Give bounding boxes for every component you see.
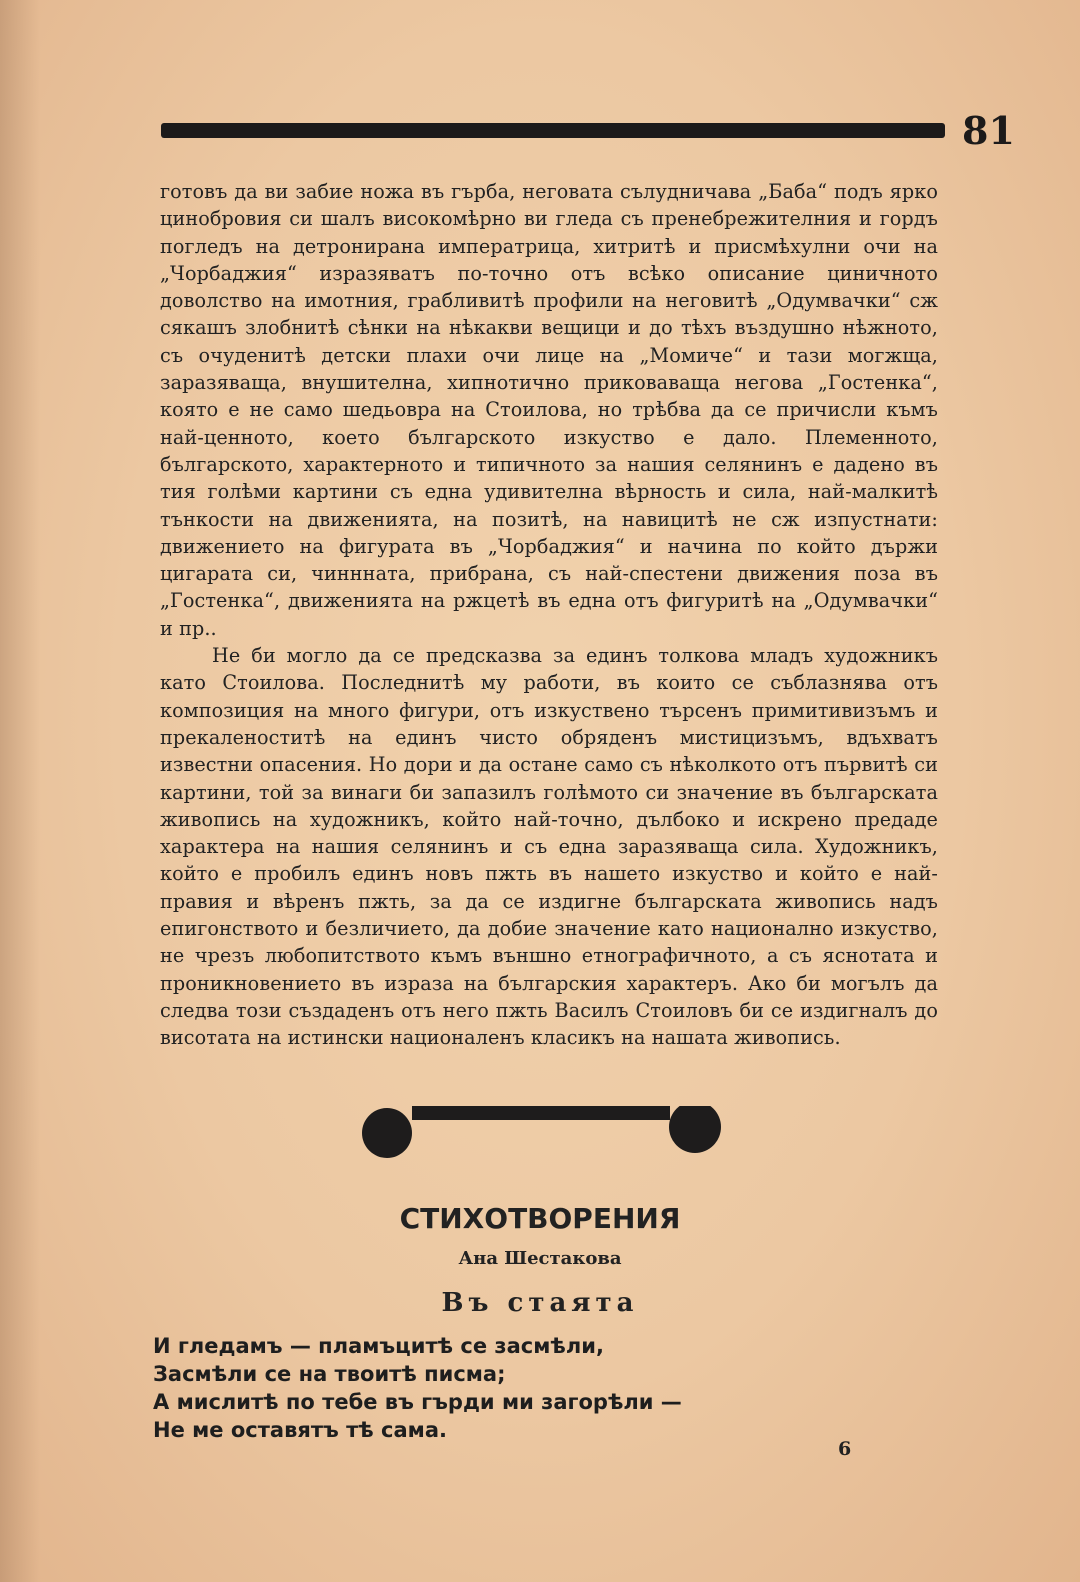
page-number: 81 <box>962 108 1015 153</box>
poem-title: Въ стаята <box>441 1288 639 1318</box>
printer-signature-mark: 6 <box>838 1438 852 1460</box>
poem-stanza <box>153 1332 853 1444</box>
article-body <box>160 178 938 1052</box>
page-shadow <box>0 0 40 1582</box>
paragraph-2 <box>160 642 938 1051</box>
poem-line: Не ме оставятъ тѣ сама. <box>153 1418 447 1442</box>
section-title: СТИХОТВОРЕНИЯ <box>399 1202 681 1235</box>
paragraph-2-text: Не би могло да се предсказва за единъ толкова младъ художникъ като Стоилова. Последнитѣ му работи, въ които се съблазнява отъ композиция на много фигури, отъ изкуствено търсенъ примитивизъмъ и прекаленоститѣ на единъ чисто обряденъ мистицизъмъ, вдъхватъ известни опасения. Но дори и да остане само съ нѣколкото отъ първитѣ си картини, той за винаги би запазилъ голѣмото си значение въ българската живопись на художникъ, който най-точно, дълбоко и искрено предаде характера на нашия селянинъ и съ една заразяваща сила. Художникъ, който е пробилъ единъ новъ пжть въ нашето изкуство и който е най-правия и вѣренъ пжть, за да се издигне българската живопись надъ епигонството и безличието, да добие значение като национално изкуство, не чрезъ любопитството къмъ външно етнографичното, а съ яснотата и проникновението въ израза на българския характеръ. Ако би могълъ да следва този създаденъ отъ него пжть Василъ Стоиловъ би се издигналъ до висотата на истински националенъ класикъ на нашата живопись. <box>160 644 938 1050</box>
paragraph-1: готовъ да ви забие ножа въ гърба, неговата сълудничава „Баба“ подъ ярко цинобровия си шалъ високомѣрно ви гледа съ пренебрежителния и гордъ погледъ на детронирана императрица, хитритѣ и присмѣхулни очи на „Чорбаджия“ изразяватъ по-точно отъ всѣко описание циничното доволство на имотния, грабливитѣ профили на неговитѣ „Одумвачки“ сж сякашъ злобнитѣ сѣнки на нѣкакви вещици и до тѣхъ въздушно нѣжното, съ очуденитѣ детски плахи очи лице на „Момиче“ и тази могжща, заразяваща, внушителна, хипнотично приковаваща негова „Гостенка“, която е не само шедьовра на Стоилова, но трѣбва да се причисли къмъ най-ценното, което българското изкуство е дало. Племенното, българското, характерното и типичното за нашия селянинъ е дадено въ тия голѣми картини съ една удивителна вѣрность и сила, най-малкитѣ тънкости на движенията, на позитѣ, на навицитѣ не сж изпустнати: движението на фигурата въ „Чорбаджия“ и начина по който държи цигарата си, чиннната, прибрана, съ най-спестени движения поза въ „Гостенка“, движенията на ржцетѣ въ една отъ фигуритѣ на „Одумвачки“ и пр.. <box>160 180 938 640</box>
section-divider-ornament <box>362 1106 732 1166</box>
poem-line: А мислитѣ по тебе въ гърди ми загорѣли — <box>153 1390 682 1414</box>
poem-line: Засмѣли се на твоитѣ писма; <box>153 1362 506 1386</box>
poem-line: И гледамъ — пламъцитѣ се засмѣли, <box>153 1334 604 1358</box>
poem-author: Ана Шестакова <box>458 1248 622 1269</box>
header-rule <box>161 123 945 138</box>
